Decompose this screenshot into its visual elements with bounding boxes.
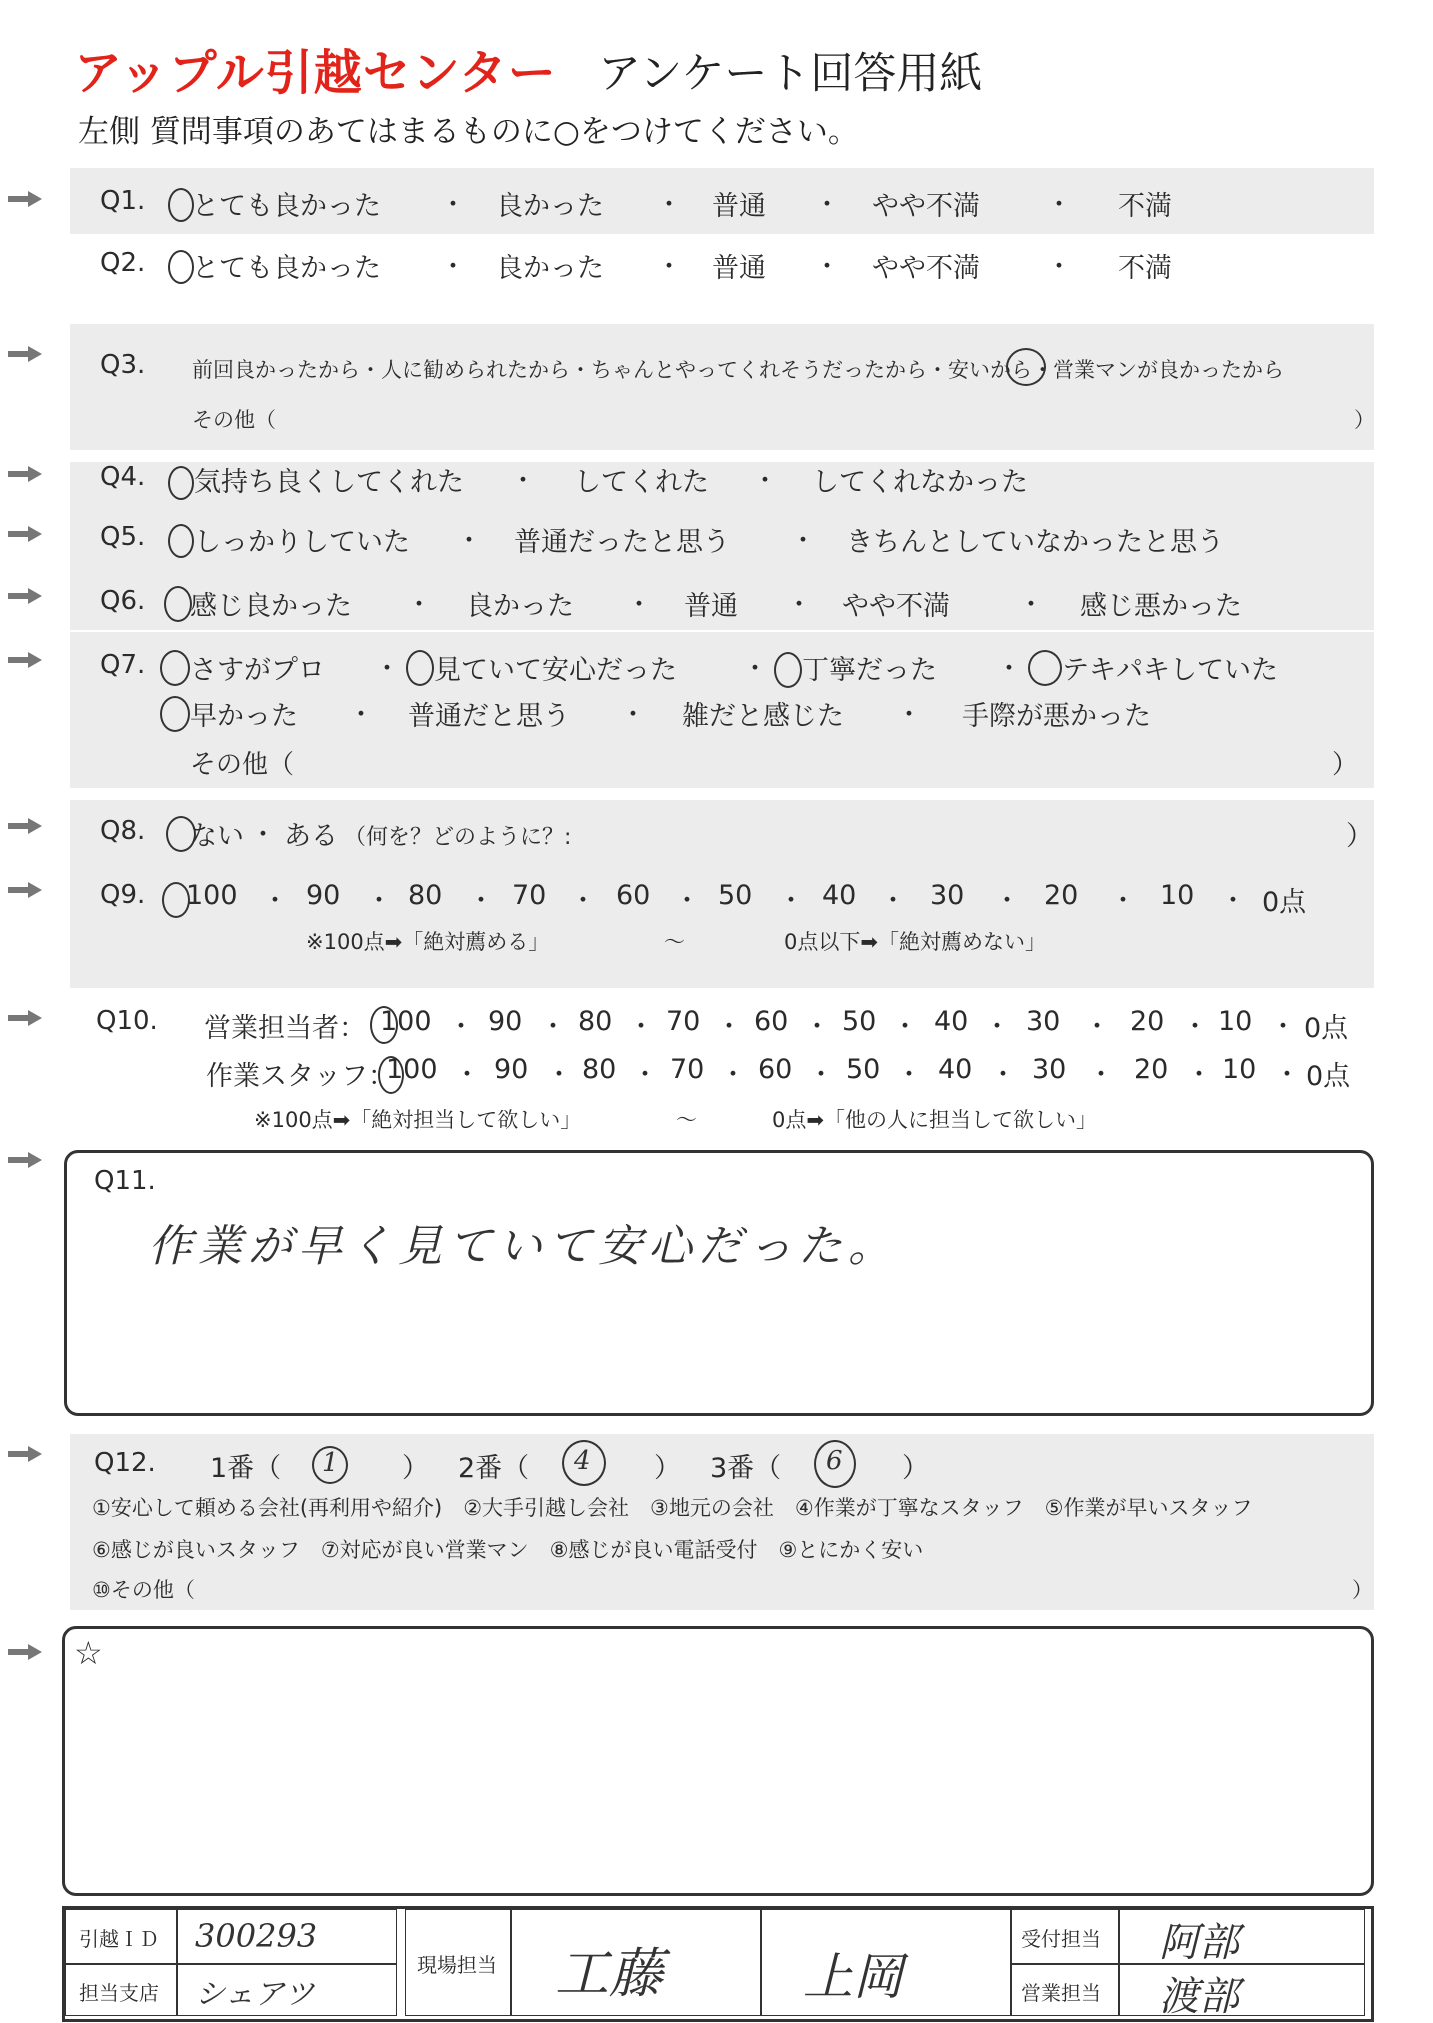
- separator-dot: ・: [674, 886, 701, 916]
- q4-label: Q4.: [100, 462, 146, 492]
- q10-staff-score[interactable]: 20: [1134, 1054, 1169, 1085]
- reception-value-cell: [1119, 1909, 1365, 1964]
- q7-other-close: ）: [1332, 750, 1359, 780]
- q9-score[interactable]: 30: [930, 880, 965, 911]
- q12-first-value[interactable]: 1: [322, 1448, 339, 1478]
- q12-choices-line1: ①安心して頼める会社(再利用や紹介) ②大手引越し会社 ③地元の会社 ④作業が丁寧なスタッフ ⑤作業が早いスタッフ: [92, 1496, 1253, 1520]
- arrow-icon: [8, 1010, 42, 1026]
- q6-option[interactable]: 普通: [684, 591, 738, 622]
- separator-dot: ・: [742, 654, 769, 684]
- separator-dot: ・: [546, 1060, 573, 1090]
- separator-dot: ・: [620, 700, 647, 730]
- q10-sales-score[interactable]: 0点: [1304, 1013, 1349, 1044]
- separator-dot: ・: [1186, 1060, 1213, 1090]
- separator-dot: ・: [892, 1012, 919, 1042]
- q6-option[interactable]: 感じ良かった: [190, 591, 352, 622]
- q7-option[interactable]: 見ていて安心だった: [434, 655, 677, 686]
- separator-dot: ・: [656, 252, 683, 282]
- q10-note-left: ※100点➡「絶対担当して欲しい」: [254, 1108, 582, 1132]
- answer-circle: [168, 524, 194, 558]
- q7-option[interactable]: テキパキしていた: [1062, 655, 1278, 686]
- separator-dot: ・: [456, 526, 483, 556]
- q10-staff-score[interactable]: 70: [670, 1054, 705, 1085]
- q2-option[interactable]: 普通: [712, 253, 766, 284]
- answer-circle: [164, 586, 192, 622]
- q10-sales-score[interactable]: 30: [1026, 1006, 1061, 1037]
- separator-dot: ・: [1274, 1060, 1301, 1090]
- separator-dot: ・: [808, 1060, 835, 1090]
- q3-options[interactable]: 前回良かったから・人に勧められたから・ちゃんとやってくれそうだったから・安いから・営業マンが良かったから: [192, 358, 1284, 382]
- q10-staff-score[interactable]: 10: [1222, 1054, 1257, 1085]
- separator-dot: ・: [1046, 190, 1073, 220]
- q2-option[interactable]: 不満: [1118, 253, 1172, 284]
- separator-dot: ・: [778, 886, 805, 916]
- q11-handwritten-answer: 作業が早く見ていて安心だった。: [148, 1221, 898, 1272]
- separator-dot: ・: [632, 1060, 659, 1090]
- arrow-icon: [8, 588, 42, 604]
- separator-dot: ・: [716, 1012, 743, 1042]
- q7-option[interactable]: 普通だと思う: [408, 701, 570, 732]
- q5-option[interactable]: 普通だったと思う: [514, 527, 730, 558]
- q12-third-label: 3番（: [710, 1453, 782, 1484]
- separator-dot: ・: [880, 886, 907, 916]
- separator-dot: ・: [1270, 1012, 1297, 1042]
- separator-dot: ・: [440, 190, 467, 220]
- sales-value: 渡部: [1159, 1974, 1239, 2020]
- q9-score[interactable]: 0点: [1262, 887, 1307, 918]
- q12-choices-line3[interactable]: ⑩その他（: [92, 1578, 195, 1602]
- q12-second-value[interactable]: 4: [574, 1446, 591, 1476]
- arrow-icon: [8, 191, 42, 207]
- q10-staff-score[interactable]: 0点: [1306, 1061, 1351, 1092]
- q1-option[interactable]: 良かった: [496, 191, 604, 222]
- q10-sales-score[interactable]: 70: [666, 1006, 701, 1037]
- q12-third-close: ）: [902, 1453, 929, 1484]
- separator-dot: ・: [440, 252, 467, 282]
- separator-dot: ・: [720, 1060, 747, 1090]
- separator-dot: ・: [448, 1012, 475, 1042]
- q10-staff-score[interactable]: 90: [494, 1054, 529, 1085]
- q9-note-left: ※100点➡「絶対薦める」: [306, 930, 550, 954]
- arrow-icon: [8, 818, 42, 834]
- arrow-icon: [8, 1446, 42, 1462]
- q10-sales-label: 営業担当者：: [204, 1013, 366, 1044]
- q1-option[interactable]: とても良かった: [192, 191, 381, 222]
- q10-sales-score[interactable]: 80: [578, 1006, 613, 1037]
- q10-sales-score[interactable]: 100: [380, 1006, 432, 1037]
- q4-option[interactable]: してくれなかった: [812, 467, 1028, 498]
- q10-sales-score[interactable]: 40: [934, 1006, 969, 1037]
- separator-dot: ・: [1046, 252, 1073, 282]
- separator-dot: ・: [994, 886, 1021, 916]
- answer-circle: [168, 466, 194, 500]
- q9-score[interactable]: 60: [616, 880, 651, 911]
- arrow-icon: [8, 652, 42, 668]
- q9-score[interactable]: 90: [306, 880, 341, 911]
- q10-staff-label: 作業スタッフ：: [206, 1061, 395, 1092]
- q10-staff-score[interactable]: 40: [938, 1054, 973, 1085]
- separator-dot: ・: [510, 466, 537, 496]
- answer-circle: [406, 650, 434, 686]
- separator-dot: ・: [1018, 590, 1045, 620]
- q10-sales-score[interactable]: 20: [1130, 1006, 1165, 1037]
- separator-dot: ・: [1110, 886, 1137, 916]
- separator-dot: ・: [374, 654, 401, 684]
- q9-score[interactable]: 100: [186, 880, 238, 911]
- q9-note-right: 0点以下➡「絶対薦めない」: [784, 930, 1046, 954]
- q12-second-close: ）: [654, 1453, 681, 1484]
- q5-option[interactable]: きちんとしていなかったと思う: [846, 527, 1224, 558]
- separator-dot: ・: [406, 590, 433, 620]
- answer-circle: [1028, 650, 1062, 686]
- arrow-icon: [8, 526, 42, 542]
- q4-option[interactable]: 気持ち良くしてくれた: [194, 467, 464, 498]
- q8-label: Q8.: [100, 816, 146, 846]
- sales-label: 営業担当: [1021, 1981, 1101, 2005]
- q12-other-close: ）: [1352, 1578, 1373, 1602]
- arrow-icon: [8, 882, 42, 898]
- branch-value: シェアツ: [195, 1977, 315, 2012]
- q7-option[interactable]: 早かった: [190, 701, 298, 732]
- q8-option[interactable]: ない: [190, 821, 244, 852]
- separator-dot: ・: [570, 886, 597, 916]
- q7-option[interactable]: さすがプロ: [190, 655, 325, 686]
- form-subtitle: アンケート回答用紙: [598, 49, 983, 99]
- q7-option[interactable]: 丁寧だった: [802, 655, 937, 686]
- q3-other-close: ）: [1354, 408, 1375, 432]
- separator-dot: ・: [1182, 1012, 1209, 1042]
- q2-option[interactable]: やや不満: [872, 253, 980, 284]
- q9-score[interactable]: 10: [1160, 880, 1195, 911]
- separator-dot: ・: [454, 1060, 481, 1090]
- id-value: 300293: [195, 1917, 318, 1955]
- q1-option[interactable]: 不満: [1118, 191, 1172, 222]
- answer-circle: [774, 652, 802, 688]
- answer-circle: [160, 696, 190, 732]
- q12-label: Q12.: [94, 1448, 156, 1478]
- answer-circle: [1006, 348, 1046, 386]
- separator-dot: ・: [786, 590, 813, 620]
- arrow-icon: [8, 1152, 42, 1168]
- arrow-icon: [8, 346, 42, 362]
- q1-option[interactable]: 普通: [712, 191, 766, 222]
- q1-option[interactable]: やや不満: [872, 191, 980, 222]
- id-label: 引越ＩＤ: [79, 1927, 159, 1951]
- site-value-2: 上岡: [803, 1948, 903, 2006]
- separator-dot: ・: [814, 252, 841, 282]
- q11-answer-box[interactable]: [64, 1150, 1374, 1416]
- separator-dot: ・: [896, 1060, 923, 1090]
- separator-dot: ・: [752, 466, 779, 496]
- q8-detail[interactable]: （何を？どのように？:: [344, 825, 572, 850]
- star-icon: ☆: [74, 1634, 103, 1672]
- reception-label: 受付担当: [1021, 1927, 1101, 1951]
- answer-circle: [168, 188, 194, 222]
- q3-label: Q3.: [100, 350, 146, 380]
- q5-label: Q5.: [100, 522, 146, 552]
- separator-dot: ・: [790, 526, 817, 556]
- staff-table: [62, 1906, 1374, 2022]
- instruction-text: 左側 質問事項のあてはまるものに○をつけてください。: [78, 114, 859, 150]
- site-value-1: 工藤: [555, 1942, 663, 2005]
- q4-option[interactable]: してくれた: [574, 467, 709, 498]
- q8-close: ）: [1346, 821, 1373, 852]
- separator-dot: ・: [628, 1012, 655, 1042]
- q10-sales-score[interactable]: 90: [488, 1006, 523, 1037]
- separator-dot: ・: [262, 886, 289, 916]
- separator-dot: ・: [1088, 1060, 1115, 1090]
- separator-dot: ・: [814, 190, 841, 220]
- comment-box[interactable]: [62, 1626, 1374, 1896]
- arrow-icon: [8, 1644, 42, 1660]
- q7-option[interactable]: 手際が悪かった: [962, 701, 1151, 732]
- site-label: 現場担当: [417, 1953, 497, 1977]
- separator-dot: ・: [366, 886, 393, 916]
- q7-option[interactable]: 雑だと感じた: [682, 701, 844, 732]
- q12-third-value[interactable]: 6: [826, 1446, 843, 1476]
- q9-tilde: ～: [664, 930, 685, 954]
- q10-staff-score[interactable]: 60: [758, 1054, 793, 1085]
- q3-other[interactable]: その他（: [192, 408, 276, 432]
- q2-option[interactable]: 良かった: [496, 253, 604, 284]
- q10-staff-score[interactable]: 100: [386, 1054, 438, 1085]
- q9-score[interactable]: 70: [512, 880, 547, 911]
- q10-sales-score[interactable]: 60: [754, 1006, 789, 1037]
- sales-value-cell: [1119, 1964, 1365, 2016]
- q10-note-right: 0点➡「他の人に担当して欲しい」: [772, 1108, 1097, 1132]
- reception-value: 阿部: [1159, 1920, 1239, 1966]
- q9-score[interactable]: 40: [822, 880, 857, 911]
- q12-first-label: 1番（: [210, 1453, 282, 1484]
- q6-option[interactable]: 良かった: [466, 591, 574, 622]
- q2-label: Q2.: [100, 248, 146, 278]
- separator-dot: ・: [1084, 1012, 1111, 1042]
- q6-option[interactable]: 感じ悪かった: [1080, 591, 1242, 622]
- separator-dot: ・: [1220, 886, 1247, 916]
- q12-second-label: 2番（: [458, 1453, 530, 1484]
- separator-dot: ・: [896, 700, 923, 730]
- q12-choices-line2: ⑥感じが良いスタッフ ⑦対応が良い営業マン ⑧感じが良い電話受付 ⑨とにかく安い: [92, 1538, 924, 1562]
- q7-other[interactable]: その他（: [190, 750, 295, 780]
- q2-option[interactable]: とても良かった: [192, 253, 381, 284]
- q9-score[interactable]: 20: [1044, 880, 1079, 911]
- q6-option[interactable]: やや不満: [842, 591, 950, 622]
- separator-dot: ・: [348, 700, 375, 730]
- q10-staff-score[interactable]: 30: [1032, 1054, 1067, 1085]
- q10-sales-score[interactable]: 10: [1218, 1006, 1253, 1037]
- q1-label: Q1.: [100, 186, 146, 216]
- separator-dot: ・: [468, 886, 495, 916]
- q11-label: Q11.: [94, 1166, 156, 1196]
- separator-dot: ・: [250, 820, 277, 850]
- q9-label: Q9.: [100, 880, 146, 910]
- q10-sales-score[interactable]: 50: [842, 1006, 877, 1037]
- q10-label: Q10.: [96, 1006, 158, 1036]
- q5-option[interactable]: しっかりしていた: [194, 527, 410, 558]
- q7-label: Q7.: [100, 650, 146, 680]
- separator-dot: ・: [540, 1012, 567, 1042]
- separator-dot: ・: [626, 590, 653, 620]
- q6-label: Q6.: [100, 586, 146, 616]
- q10-staff-score[interactable]: 50: [846, 1054, 881, 1085]
- q9-score[interactable]: 50: [718, 880, 753, 911]
- q12-first-close: ）: [402, 1453, 429, 1484]
- q10-staff-score[interactable]: 80: [582, 1054, 617, 1085]
- answer-circle: [168, 250, 194, 284]
- answer-circle: [160, 650, 190, 686]
- brand-title: アップル引越センター: [74, 45, 557, 101]
- q9-score[interactable]: 80: [408, 880, 443, 911]
- q8-option[interactable]: ある: [284, 821, 338, 852]
- separator-dot: ・: [804, 1012, 831, 1042]
- arrow-icon: [8, 466, 42, 482]
- branch-label: 担当支店: [79, 1981, 159, 2005]
- separator-dot: ・: [990, 1060, 1017, 1090]
- separator-dot: ・: [996, 654, 1023, 684]
- separator-dot: ・: [656, 190, 683, 220]
- q10-tilde: ～: [676, 1108, 697, 1132]
- separator-dot: ・: [984, 1012, 1011, 1042]
